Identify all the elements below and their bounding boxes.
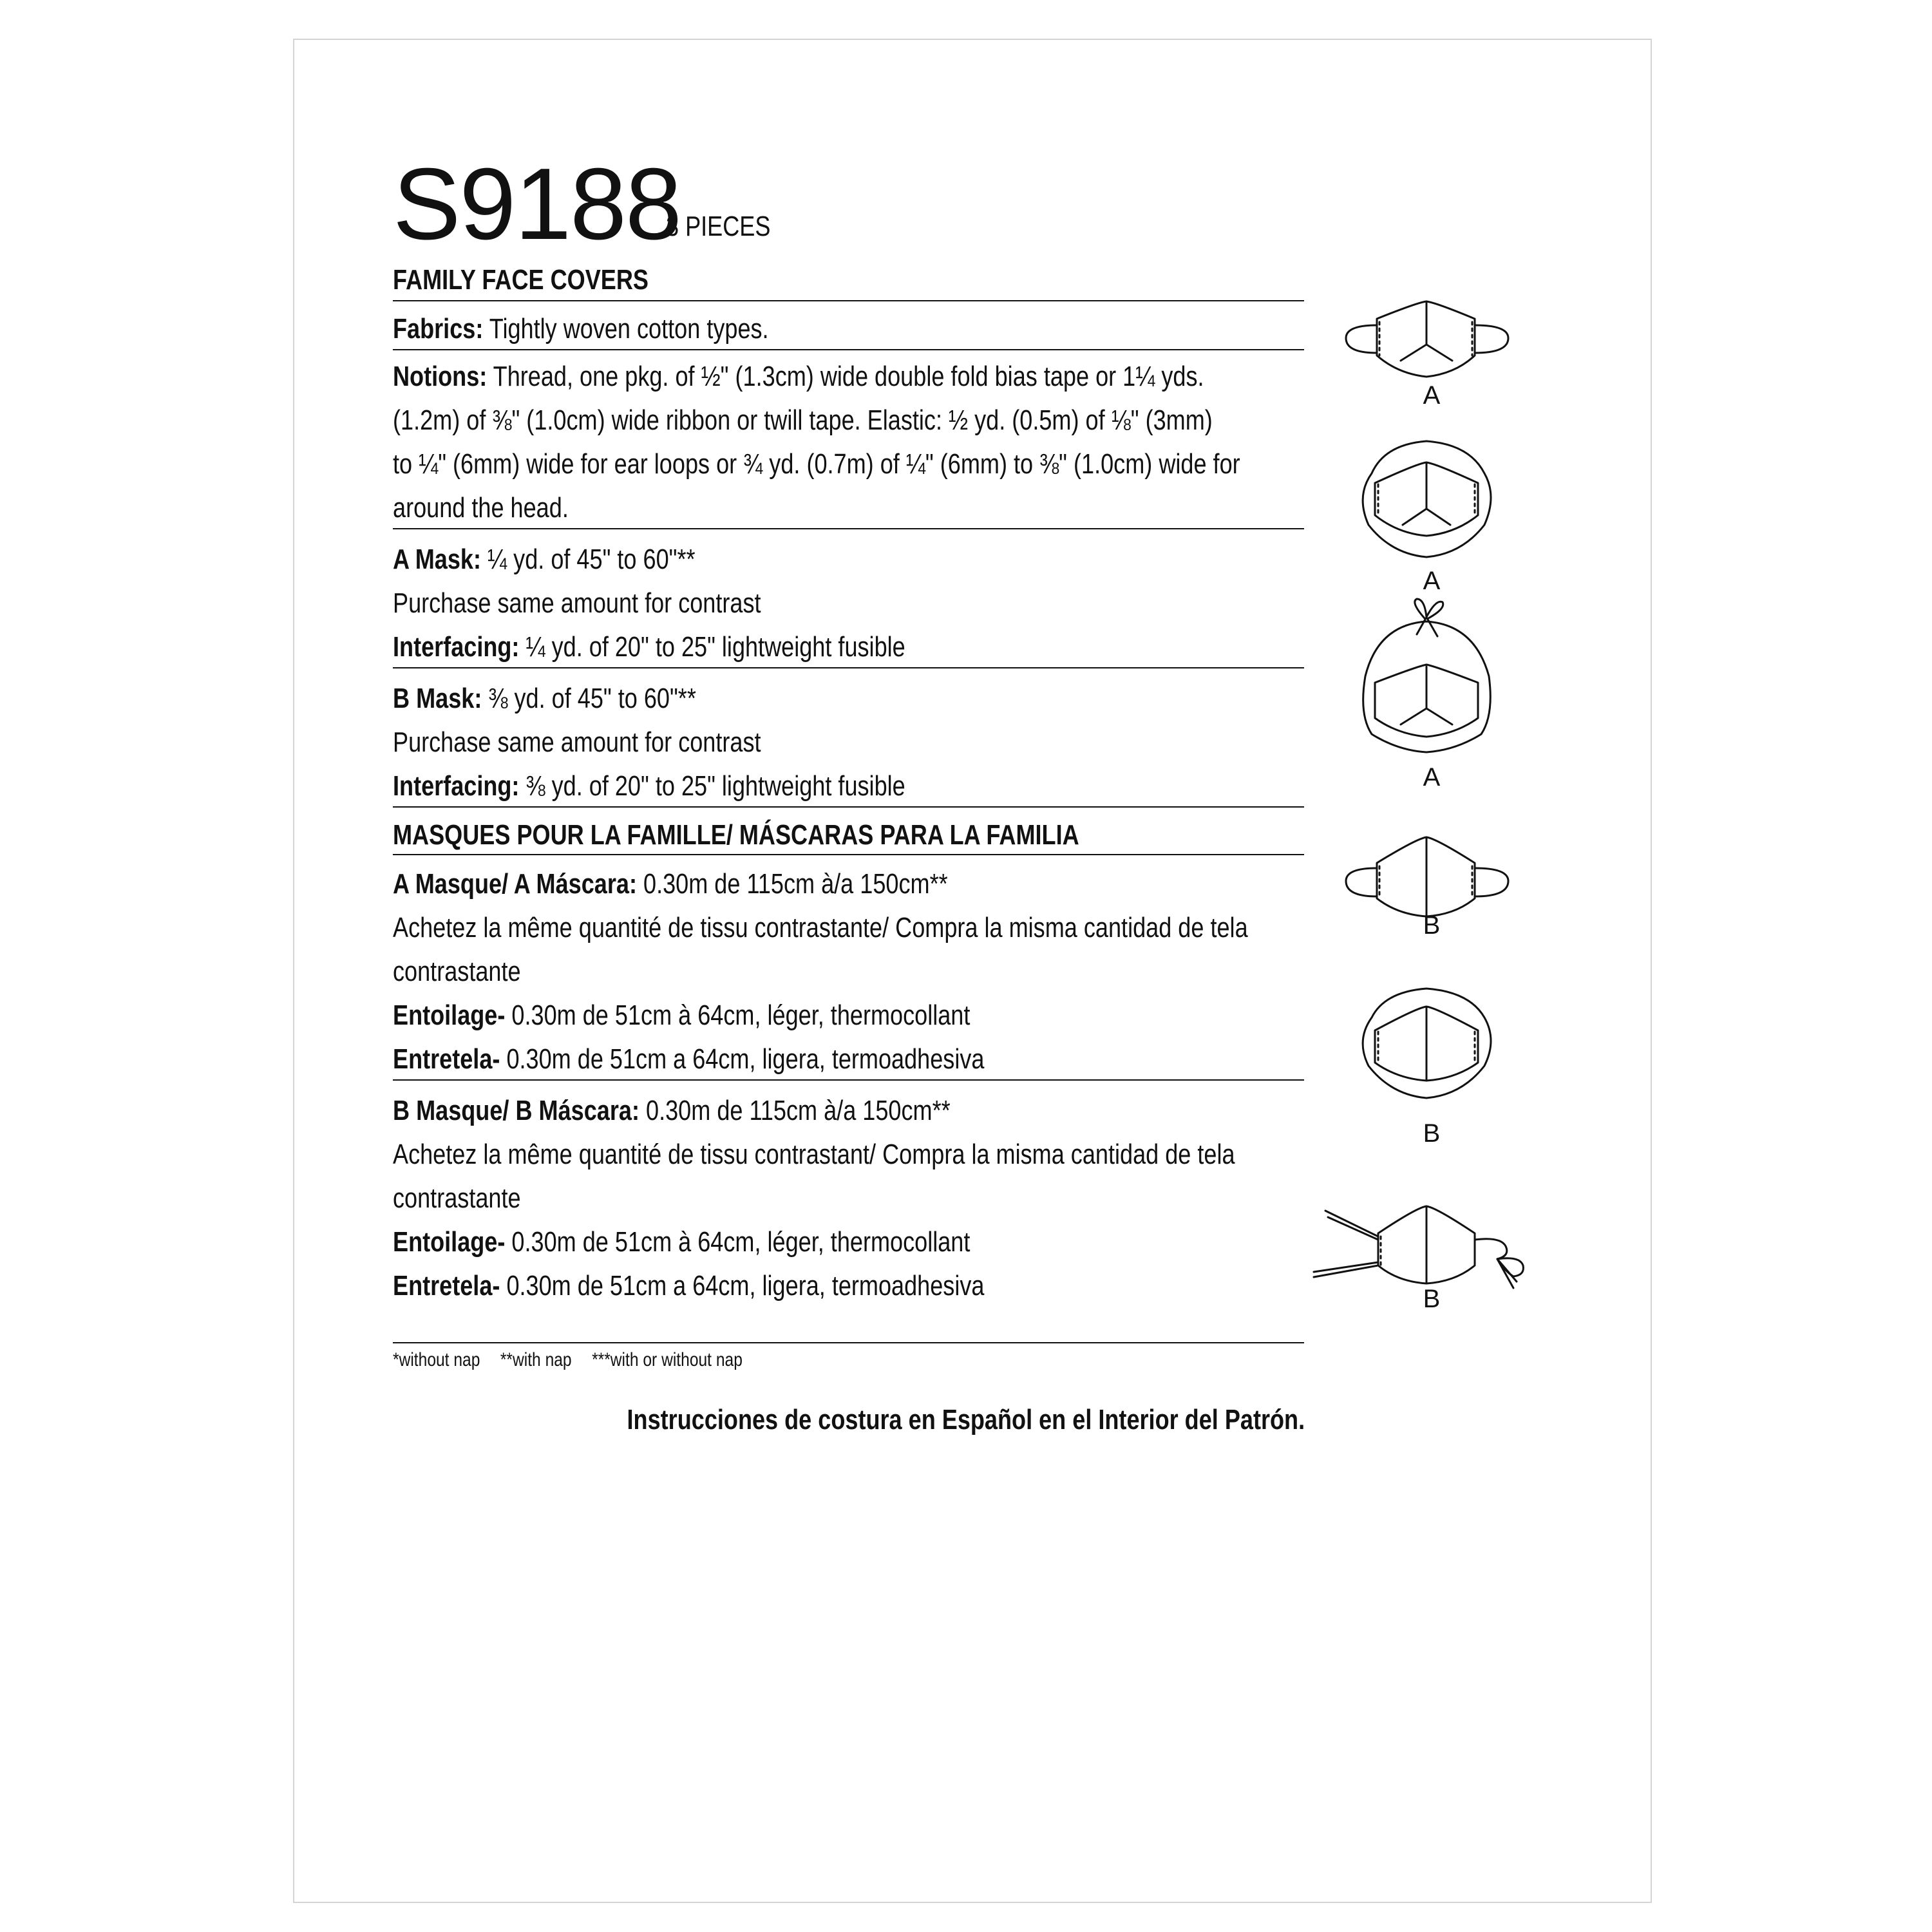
divider — [393, 1079, 1304, 1081]
b-mask-contrast: Purchase same amount for contrast — [393, 726, 761, 758]
view-label-b3: B — [1423, 1285, 1441, 1313]
divider — [393, 667, 1304, 668]
b-masque-line — [393, 1095, 951, 1127]
b-masque-label: B Masque/ B Máscara: — [393, 1095, 639, 1126]
b-masque-contrast-2: contrastante — [393, 1182, 521, 1214]
b-entoilage-label: Entoilage- — [393, 1226, 506, 1258]
b-entretela-label: Entretela- — [393, 1270, 500, 1302]
a-entoilage-text: 0.30m de 51cm à 64cm, léger, thermocollant — [511, 999, 971, 1031]
a-masque-line — [393, 868, 948, 900]
view-label-b1: B — [1423, 911, 1441, 940]
divider — [393, 528, 1304, 529]
b-interfacing-label: Interfacing: — [393, 770, 520, 802]
a-interfacing-line — [393, 631, 905, 663]
footnote-without-nap: *without nap — [393, 1349, 480, 1370]
footnotes — [393, 1349, 759, 1371]
translated-title: MASQUES POUR LA FAMILLE/ MÁSCARAS PARA LA FAMILIA — [393, 819, 1079, 851]
notions-line-1 — [393, 361, 1204, 393]
divider — [393, 806, 1304, 808]
footnote-with-nap: **with nap — [500, 1349, 572, 1370]
a-entretela-line — [393, 1043, 984, 1075]
b-mask-label: B Mask: — [393, 683, 482, 714]
pattern-number: S9188 — [393, 147, 681, 261]
b-masque-text: 0.30m de 115cm à/a 150cm** — [646, 1095, 951, 1126]
pieces-count: 3 PIECES — [666, 211, 771, 242]
spanish-instructions-text: Instrucciones de costura en Español en el Interior del Patrón. — [627, 1404, 1305, 1435]
divider — [393, 1342, 1304, 1343]
a-masque-contrast-2: contrastante — [393, 956, 521, 987]
a-mask-yardage: ¼ yd. of 45" to 60"** — [488, 544, 696, 575]
a-masque-text: 0.30m de 115cm à/a 150cm** — [643, 868, 948, 900]
b-mask-yardage: ⅜ yd. of 45" to 60"** — [488, 683, 696, 714]
a-entretela-text: 0.30m de 51cm a 64cm, ligera, termoadhesiva — [506, 1043, 985, 1075]
pattern-header — [393, 147, 1304, 261]
view-label-a1: A — [1423, 381, 1441, 410]
view-label-a2: A — [1423, 567, 1441, 595]
notions-line-3: to ¼" (6mm) wide for ear loops or ¾ yd. (0.7m) of ¼" (6mm) to ⅜" (1.0cm) wide for — [393, 448, 1240, 480]
fabrics-text: Tightly woven cotton types. — [489, 313, 769, 345]
divider — [393, 349, 1304, 350]
view-label-a3: A — [1423, 763, 1441, 791]
b-mask-line — [393, 683, 696, 715]
fabrics-label: Fabrics: — [393, 313, 484, 345]
notions-label: Notions: — [393, 361, 488, 392]
a-interfacing-text: ¼ yd. of 20" to 25" lightweight fusible — [526, 631, 905, 663]
b-interfacing-text: ⅜ yd. of 20" to 25" lightweight fusible — [526, 770, 905, 802]
notions-line-4: around the head. — [393, 492, 569, 524]
spanish-instructions-note — [0, 1404, 1932, 1436]
a-entretela-label: Entretela- — [393, 1043, 500, 1075]
b-masque-contrast-1: Achetez la même quantité de tissu contrastant/ Compra la misma cantidad de tela — [393, 1139, 1235, 1170]
footnote-with-or-without-nap: ***with or without nap — [592, 1349, 743, 1370]
a-entoilage-line — [393, 999, 970, 1032]
view-label-b2: B — [1423, 1119, 1441, 1148]
a-entoilage-label: Entoilage- — [393, 999, 506, 1031]
a-mask-line — [393, 544, 696, 576]
divider — [393, 854, 1304, 855]
pattern-title: FAMILY FACE COVERS — [393, 264, 649, 296]
a-masque-label: A Masque/ A Máscara: — [393, 868, 637, 900]
b-entoilage-line — [393, 1226, 970, 1258]
divider — [393, 300, 1304, 301]
a-interfacing-label: Interfacing: — [393, 631, 520, 663]
a-masque-contrast-1: Achetez la même quantité de tissu contrastante/ Compra la misma cantidad de tela — [393, 912, 1248, 943]
fabrics-line — [393, 313, 769, 345]
a-mask-label: A Mask: — [393, 544, 482, 575]
notions-text: Thread, one pkg. of ½" (1.3cm) wide double fold bias tape or 1¼ yds. — [493, 361, 1204, 392]
b-entretela-text: 0.30m de 51cm a 64cm, ligera, termoadhesiva — [506, 1270, 985, 1302]
b-entretela-line — [393, 1270, 984, 1302]
a-mask-contrast: Purchase same amount for contrast — [393, 587, 761, 619]
b-interfacing-line — [393, 770, 905, 802]
b-entoilage-text: 0.30m de 51cm à 64cm, léger, thermocollant — [511, 1226, 971, 1258]
notions-line-2: (1.2m) of ⅜" (1.0cm) wide ribbon or twill tape. Elastic: ½ yd. (0.5m) of ⅛" (3mm) — [393, 404, 1213, 436]
